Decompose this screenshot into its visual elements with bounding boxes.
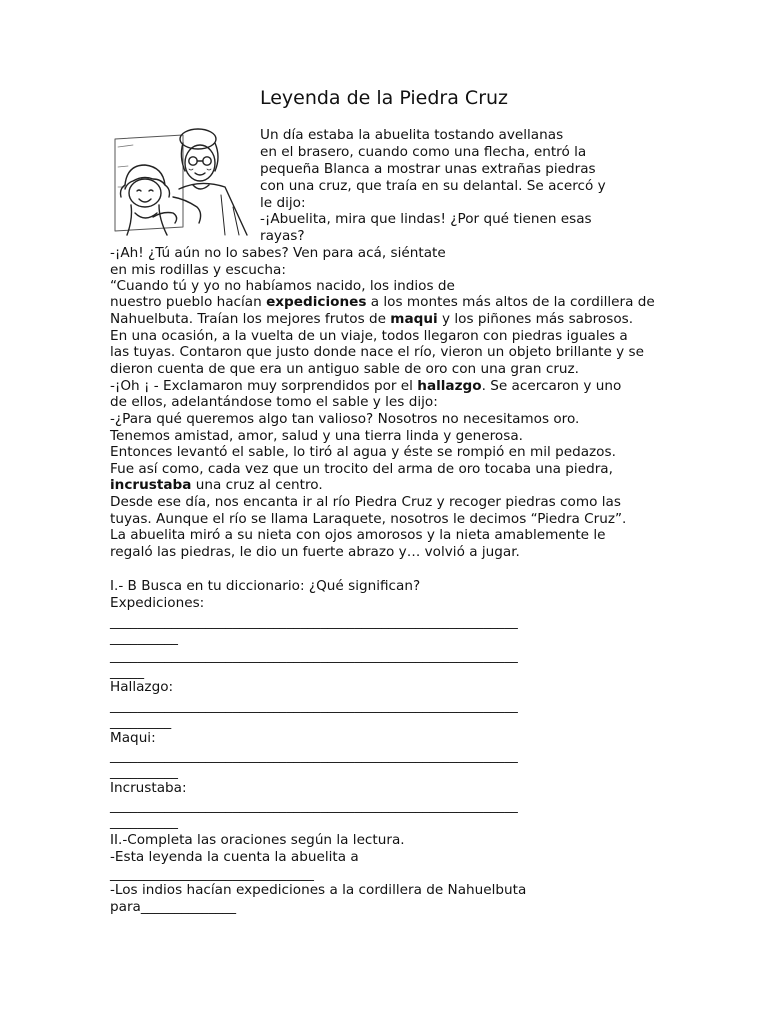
story-line: las tuyas. Contaron que justo donde nace el río, vieron un objeto brillante y se [110, 344, 644, 360]
story-line: “Cuando tú y yo no habíamos nacido, los indios de [110, 278, 455, 294]
story-line: rayas? [260, 228, 305, 244]
answer-blank[interactable]: ______________________________ [110, 866, 314, 882]
question-2-blank[interactable]: para______________ [110, 899, 237, 915]
story-line: con una cruz, que traía en su delantal. Se acercó y [260, 178, 606, 194]
story-line: La abuelita miró a su nieta con ojos amorosos y la nieta amablemente le [110, 527, 606, 543]
section2-heading: II.-Completa las oraciones según la lectura. [110, 832, 405, 848]
story-line: -¡Abuelita, mira que lindas! ¿Por qué tienen esas [260, 211, 592, 227]
story-line: Desde ese día, nos encanta ir al río Piedra Cruz y recoger piedras como las [110, 494, 621, 510]
grandmother-and-girl-illustration [113, 127, 251, 237]
story-line: -¿Para qué queremos algo tan valioso? Nosotros no necesitamos oro. [110, 411, 580, 427]
story-line: de ellos, adelantándose tomo el sable y les dijo: [110, 394, 438, 410]
story-line: dieron cuenta de que era un antiguo sable de oro con una gran cruz. [110, 361, 579, 377]
answer-blank[interactable]: __________ [110, 764, 178, 780]
story-line: En una ocasión, a la vuelta de un viaje, todos llegaron con piedras iguales a [110, 328, 628, 344]
question-1: -Esta leyenda la cuenta la abuelita a [110, 849, 359, 865]
story-line: en el brasero, cuando como una flecha, entró la [260, 144, 587, 160]
word-maqui: Maqui: [110, 730, 156, 746]
story-line: Fue así como, cada vez que un trocito del arma de oro tocaba una piedra, [110, 461, 613, 477]
story-text: a los montes más altos de la cordillera de [366, 294, 655, 310]
story-text: y los piñones más sabrosos. [437, 311, 634, 327]
story-text: nuestro pueblo hacían [110, 294, 267, 310]
answer-blank[interactable]: _________ [110, 714, 172, 730]
answer-blank[interactable]: ____________________________________________________________ [110, 798, 518, 814]
answer-blank[interactable]: _____ [110, 664, 144, 680]
story-line: tuyas. Aunque el río se llama Laraquete, nosotros le decimos “Piedra Cruz”. [110, 511, 627, 527]
story-line [110, 378, 621, 395]
word-hallazgo: Hallazgo: [110, 679, 174, 695]
answer-blank[interactable]: __________ [110, 630, 178, 646]
story-line: pequeña Blanca a mostrar unas extrañas piedras [260, 161, 596, 177]
page-title: Leyenda de la Piedra Cruz [259, 87, 509, 109]
section1-heading: I.- B Busca en tu diccionario: ¿Qué significan? [110, 578, 421, 594]
story-line: -¡Ah! ¿Tú aún no lo sabes? Ven para acá, siéntate [110, 245, 446, 261]
story-line: Entonces levantó el sable, lo tiró al agua y éste se rompió en mil pedazos. [110, 444, 616, 460]
word-expediciones: Expediciones: [110, 595, 205, 611]
story-line [110, 477, 323, 494]
answer-blank[interactable]: ____________________________________________________________ [110, 748, 518, 764]
story-line: Tenemos amistad, amor, salud y una tierra linda y generosa. [110, 428, 523, 444]
story-text: -¡Oh ¡ - Exclamaron muy sorprendidos por el [110, 378, 418, 394]
story-line: Un día estaba la abuelita tostando avellanas [260, 127, 564, 143]
story-line [110, 311, 633, 328]
answer-blank[interactable]: ____________________________________________________________ [110, 648, 518, 664]
word-incrustaba: Incrustaba: [110, 780, 187, 796]
story-text: . Se acercaron y uno [481, 378, 622, 394]
story-text: una cruz al centro. [191, 477, 323, 493]
story-line [110, 294, 655, 311]
answer-blank[interactable]: ____________________________________________________________ [110, 614, 518, 630]
answer-blank[interactable]: __________ [110, 814, 178, 830]
story-line: le dijo: [260, 195, 306, 211]
story-line: regaló las piedras, le dio un fuerte abrazo y… volvió a jugar. [110, 544, 520, 560]
story-line: en mis rodillas y escucha: [110, 262, 286, 278]
keyword-hallazgo: hallazgo [417, 378, 482, 394]
answer-blank[interactable]: ____________________________________________________________ [110, 698, 518, 714]
keyword-expediciones: expediciones [266, 294, 367, 310]
keyword-maqui: maqui [390, 311, 438, 327]
keyword-incrustaba: incrustaba [110, 477, 192, 493]
story-text: Nahuelbuta. Traían los mejores frutos de [110, 311, 391, 327]
question-2: -Los indios hacían expediciones a la cordillera de Nahuelbuta [110, 882, 527, 898]
